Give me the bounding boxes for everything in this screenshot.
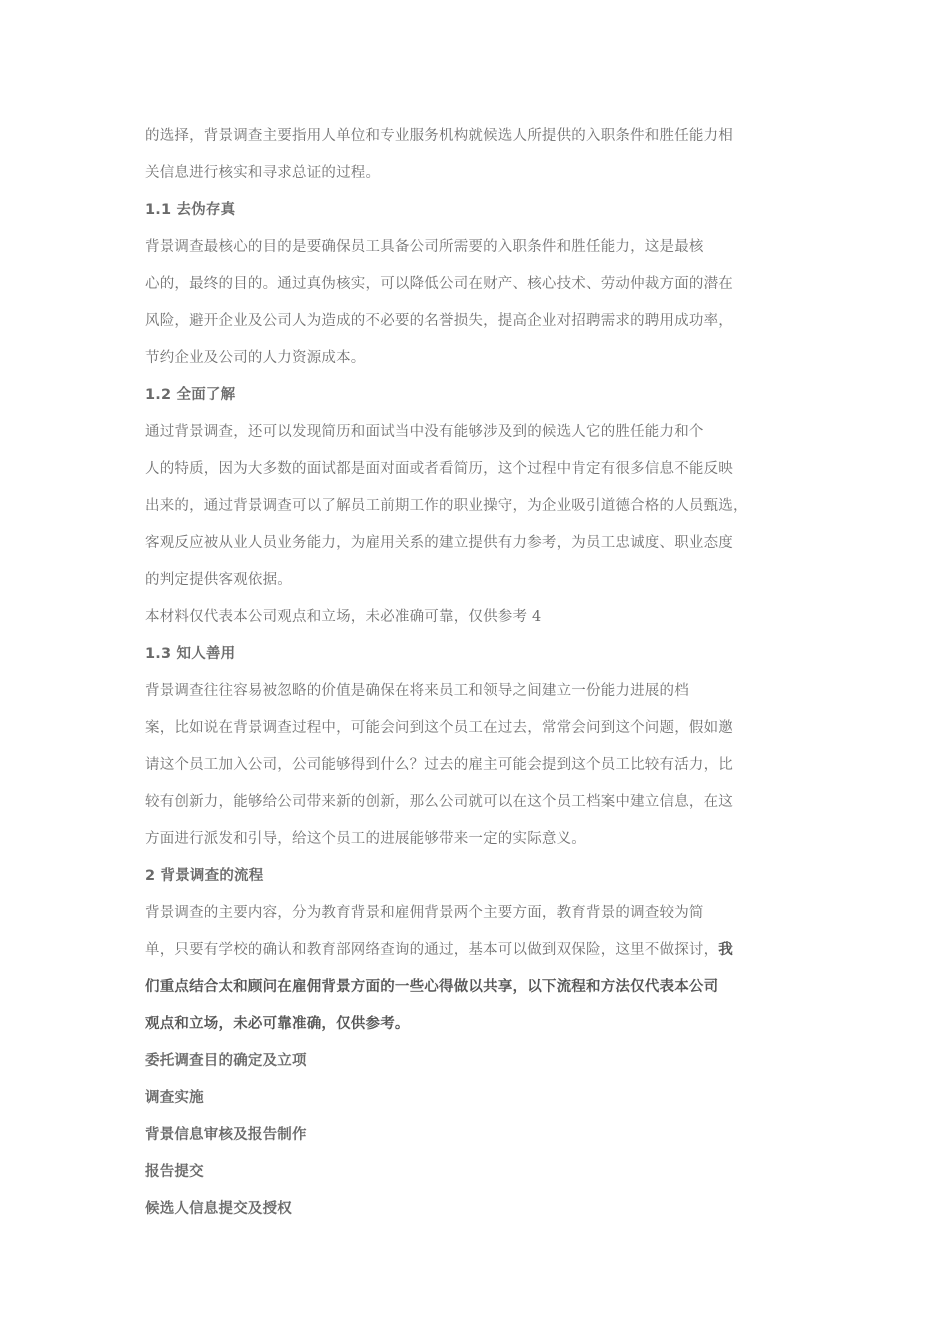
process-step: 调查实施 bbox=[145, 1090, 204, 1106]
process-step: 报告提交 bbox=[145, 1164, 204, 1180]
paragraph-text: 单，只要有学校的确认和教育部网络查询的通过，基本可以做到双保险，这里不做探讨， bbox=[145, 942, 719, 958]
paragraph-line: 较有创新力，能够给公司带来新的创新，那么公司就可以在这个员工档案中建立信息，在这 bbox=[145, 794, 733, 810]
paragraph-line: 的选择，背景调查主要指用人单位和专业服务机构就候选人所提供的入职条件和胜任能力相 bbox=[145, 128, 733, 144]
document-body bbox=[145, 118, 805, 1228]
paragraph-line: 方面进行派发和引导，给这个员工的进展能够带来一定的实际意义。 bbox=[145, 831, 586, 847]
paragraph-line: 通过背景调查，还可以发现简历和面试当中没有能够涉及到的候选人它的胜任能力和个 bbox=[145, 424, 704, 440]
paragraph-line-mixed bbox=[145, 932, 805, 969]
section-heading: 1.2 全面了解 bbox=[145, 387, 236, 403]
section-heading: 1.1 去伪存真 bbox=[145, 202, 236, 218]
bold-paragraph-line: 们重点结合太和顾问在雇佣背景方面的一些心得做以共享，以下流程和方法仅代表本公司 bbox=[145, 979, 719, 995]
process-step: 候选人信息提交及授权 bbox=[145, 1201, 292, 1217]
paragraph-line: 节约企业及公司的人力资源成本。 bbox=[145, 350, 366, 366]
process-step: 委托调查目的确定及立项 bbox=[145, 1053, 307, 1069]
disclaimer-line: 本材料仅代表本公司观点和立场，未必准确可靠，仅供参考 4 bbox=[145, 609, 542, 625]
paragraph-line: 的判定提供客观依据。 bbox=[145, 572, 292, 588]
paragraph-line: 请这个员工加入公司，公司能够得到什么？过去的雇主可能会提到这个员工比较有活力，比 bbox=[145, 757, 733, 773]
paragraph-line: 人的特质，因为大多数的面试都是面对面或者看简历，这个过程中肯定有很多信息不能反映 bbox=[145, 461, 733, 477]
section-heading: 1.3 知人善用 bbox=[145, 646, 236, 662]
paragraph-line: 关信息进行核实和寻求总证的过程。 bbox=[145, 165, 381, 181]
paragraph-line: 风险，避开企业及公司人为造成的不必要的名誉损失，提高企业对招聘需求的聘用成功率， bbox=[145, 313, 733, 329]
paragraph-line: 案，比如说在背景调查过程中，可能会问到这个员工在过去，常常会问到这个问题，假如邀 bbox=[145, 720, 733, 736]
bold-text: 我 bbox=[718, 942, 733, 958]
paragraph-line: 背景调查往往容易被忽略的价值是确保在将来员工和领导之间建立一份能力进展的档 bbox=[145, 683, 689, 699]
process-step: 背景信息审核及报告制作 bbox=[145, 1127, 307, 1143]
section-heading: 2 背景调查的流程 bbox=[145, 868, 264, 884]
paragraph-line: 客观反应被从业人员业务能力，为雇用关系的建立提供有力参考，为员工忠诚度、职业态度 bbox=[145, 535, 733, 551]
paragraph-line: 心的，最终的目的。通过真伪核实，可以降低公司在财产、核心技术、劳动仲裁方面的潜在 bbox=[145, 276, 733, 292]
paragraph-line: 出来的，通过背景调查可以了解员工前期工作的职业操守，为企业吸引道德合格的人员甄选， bbox=[145, 498, 748, 514]
paragraph-line: 背景调查最核心的目的是要确保员工具备公司所需要的入职条件和胜任能力，这是最核 bbox=[145, 239, 704, 255]
paragraph-line: 背景调查的主要内容，分为教育背景和雇佣背景两个主要方面，教育背景的调查较为简 bbox=[145, 905, 704, 921]
bold-paragraph-line: 观点和立场，未必可靠准确，仅供参考。 bbox=[145, 1016, 410, 1032]
